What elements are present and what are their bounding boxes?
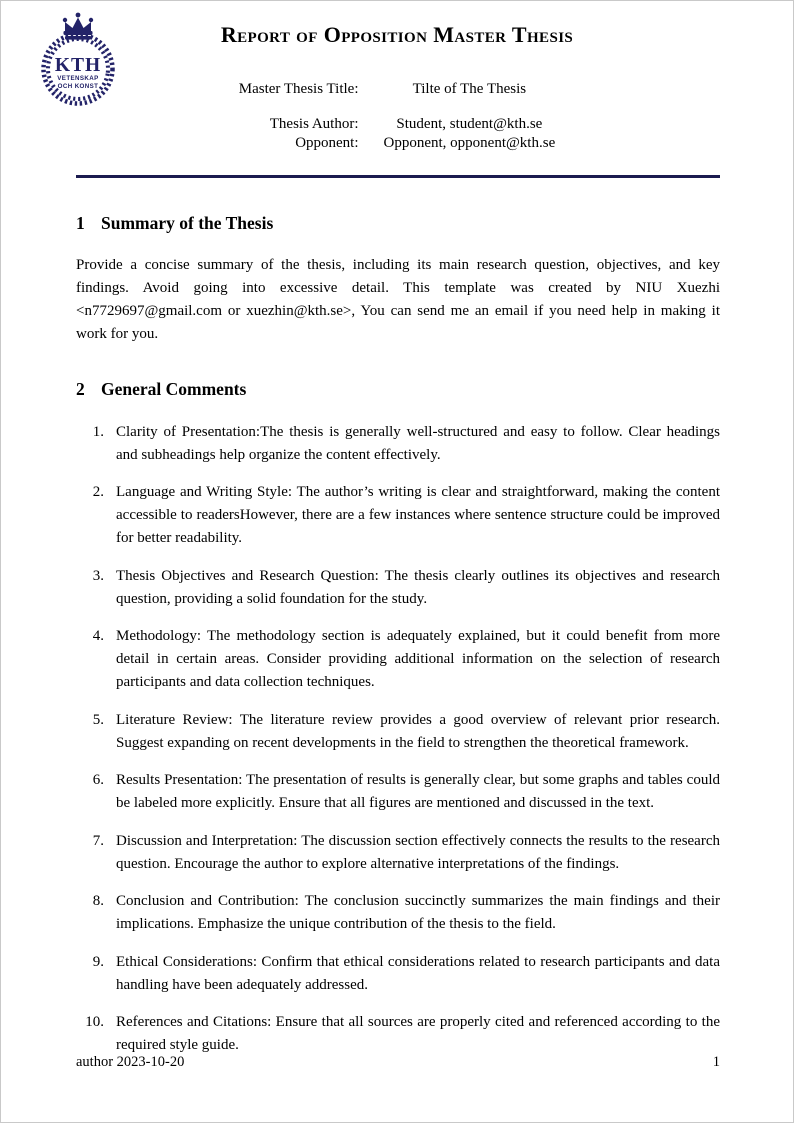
list-item-text: Conclusion and Contribution: The conclusion succinctly summarizes the main findings and their implications. Emphasize the unique contribution of the thesis to the field. [116, 893, 720, 932]
thesis-info-table [239, 80, 555, 153]
section-1-heading [76, 213, 720, 234]
list-item [76, 890, 720, 936]
section-2-title: General Comments [101, 378, 247, 399]
section-2-heading [76, 379, 720, 400]
footer-author-date: author 2023-10-20 [76, 1054, 185, 1070]
list-item [76, 830, 720, 876]
page-footer [76, 1054, 720, 1071]
list-item-number: 3. [92, 567, 104, 584]
thesis-author-label: Thesis Author: [269, 116, 359, 132]
document-body [1, 213, 793, 1058]
list-item-text: Literature Review: The literature review provides a good overview of relevant prior research. Suggest expanding on recent developments in the field to strengthen the theoretical framework. [116, 711, 720, 751]
general-comments-list [76, 421, 720, 1058]
list-item [76, 709, 720, 755]
list-item [76, 481, 720, 550]
logo-acronym: KTH [54, 55, 102, 76]
list-item-text: Clarity of Presentation:The thesis is generally well-structured and easy to follow. Clear headings and subheadings help organize the content effectively. [116, 423, 720, 463]
thesis-title-value: Tilte of The Thesis [412, 81, 527, 97]
thesis-title-label: Master Thesis Title: [238, 81, 359, 97]
list-item-number: 7. [92, 832, 104, 849]
list-item [76, 769, 720, 815]
section-1-title: Summary of the Thesis [101, 212, 274, 233]
list-item-number: 10. [85, 1014, 104, 1030]
list-item-number: 8. [92, 893, 104, 909]
logo-motto-line1: VETENSKAP [57, 75, 99, 82]
list-item-text: Methodology: The methodology section is adequately explained, but it could benefit from more detail in certain areas. Consider providing additional information on the selection of research participants and data collection techniques. [116, 628, 720, 690]
section-1-number: 1 [76, 212, 85, 233]
opponent-value: Opponent, opponent@kth.se [383, 135, 556, 151]
list-item-number: 6. [92, 772, 104, 788]
list-item-number: 5. [92, 711, 104, 728]
list-item-text: Ethical Considerations: Confirm that ethical considerations related to research participants and data handling have been adequately addressed. [116, 953, 720, 993]
kth-seal-icon [28, 6, 128, 108]
thesis-author-value: Student, student@kth.se [396, 116, 543, 132]
header-divider [76, 175, 720, 178]
list-item-number: 2. [92, 484, 104, 500]
page-number: 1 [712, 1054, 720, 1070]
list-item-number: 9. [92, 953, 104, 970]
section-1-paragraph: Provide a concise summary of the thesis, including its main research question, objectives, and key findings. Avoid going into excessive detail. This template was created by NIU Xuezhi <n7729697@gmail.com or xuezhin@kth.se>, You can send me an email if you need help in making it work for you. [76, 256, 720, 342]
list-item-number: 1. [92, 423, 104, 440]
list-item-text: Thesis Objectives and Research Question: The thesis clearly outlines its objectives and research question, providing a solid foundation for the study. [116, 567, 720, 607]
list-item [76, 565, 720, 611]
opponent-label: Opponent: [295, 135, 359, 151]
document-title: Report of Opposition Master Thesis [220, 22, 574, 47]
kth-logo [28, 6, 128, 108]
list-item-text: Discussion and Interpretation: The discussion section effectively connects the results to the research question. Encourage the author to explore alternative interpretations of the findings. [116, 832, 720, 872]
list-item-number: 4. [92, 628, 104, 644]
section-2-number: 2 [76, 378, 85, 399]
list-item [76, 421, 720, 467]
logo-motto-line2: OCH KONST [57, 83, 99, 90]
list-item-text: Language and Writing Style: The author’s writing is clear and straightforward, making the content accessible to readersHowever, there are a few instances where sentence structure could be improved for better readability. [116, 484, 720, 546]
list-item-text: References and Citations: Ensure that all sources are properly cited and referenced according to the required style guide. [116, 1014, 720, 1053]
list-item-text: Results Presentation: The presentation of results is generally clear, but some graphs and tables could be labeled more explicitly. Ensure that all figures are mentioned and discussed in the text. [116, 772, 720, 811]
list-item [76, 625, 720, 694]
list-item [76, 951, 720, 997]
list-item [76, 1011, 720, 1057]
